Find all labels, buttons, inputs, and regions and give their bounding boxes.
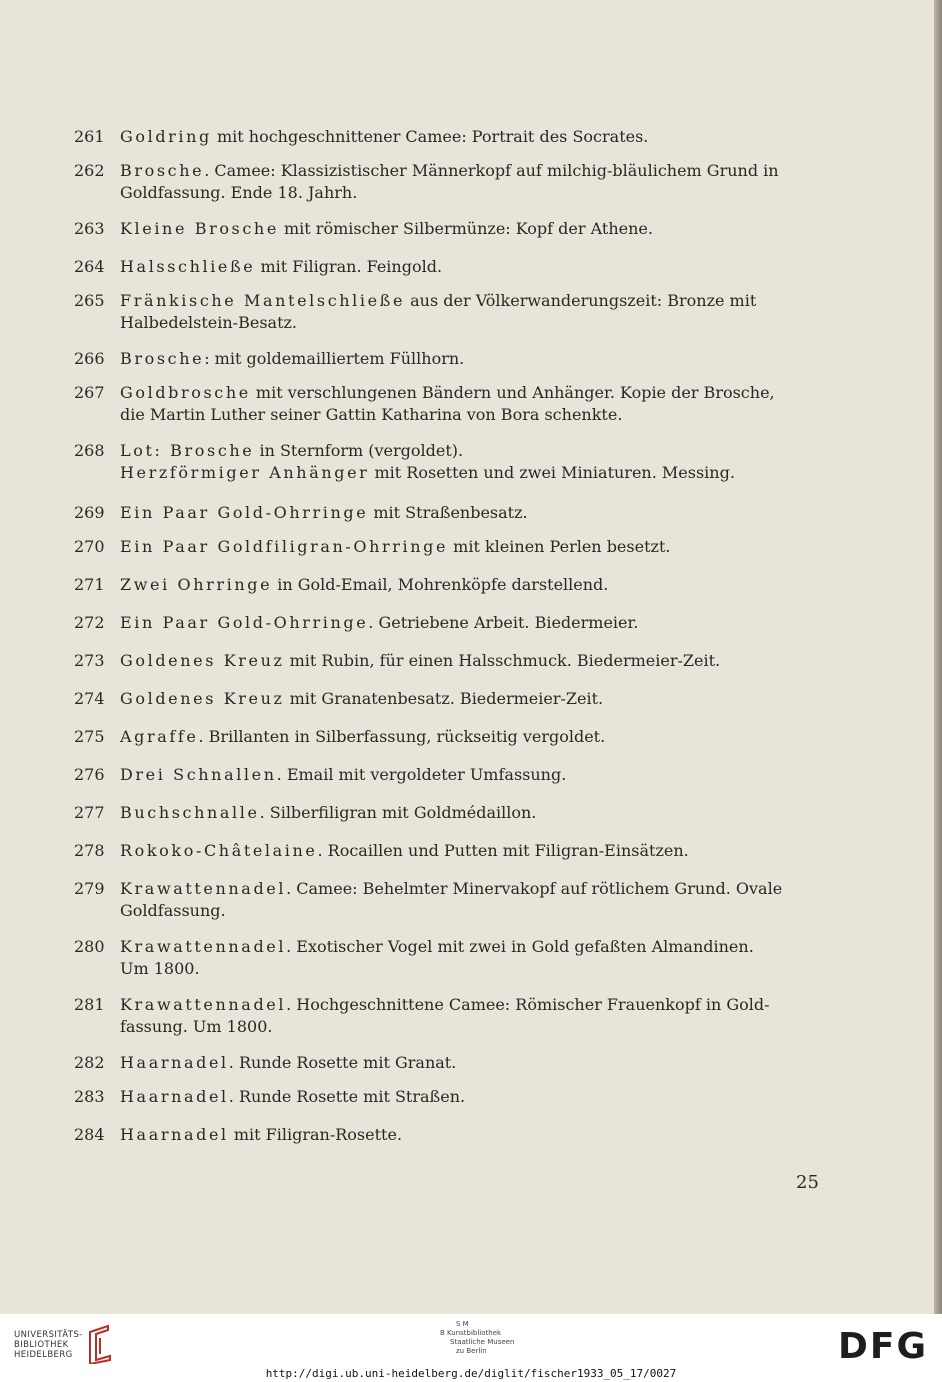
item-name: Goldenes Kreuz — [120, 651, 285, 670]
catalog-entry — [74, 440, 864, 484]
item-description: . Brillanten in Silberfassung, rückseitig vergoldet. — [198, 727, 606, 746]
item-description: Goldfassung. Ende 18. Jahrh. — [120, 183, 358, 202]
entry-line — [120, 688, 864, 710]
item-description: mit hochgeschnittener Camee: Portrait des Socrates. — [211, 127, 649, 146]
item-name: Krawattennadel — [120, 995, 287, 1014]
catalog-entry — [74, 936, 864, 980]
item-name: Goldbrosche — [120, 383, 251, 402]
item-description: . Silberfiligran mit Goldmédaillon. — [259, 803, 537, 822]
catalog-entry — [74, 382, 864, 426]
catalog-entry — [74, 1086, 864, 1108]
entry-line — [120, 218, 864, 240]
item-name: Brosche — [120, 349, 205, 368]
catalog-entry — [74, 348, 864, 370]
entry-line — [120, 840, 864, 862]
entry-line — [120, 126, 864, 148]
item-description: . Runde Rosette mit Straßen. — [228, 1087, 466, 1106]
university-line: HEIDELBERG — [14, 1350, 73, 1360]
entry-line — [120, 574, 864, 596]
stamp-line: B Kunstbibliothek — [440, 1329, 502, 1337]
stamp-line: zu Berlin — [456, 1347, 487, 1355]
entry-line — [120, 726, 864, 748]
lot-number: 264 — [74, 257, 105, 276]
entry-line — [120, 764, 864, 786]
entry-line — [120, 650, 864, 672]
item-description: Goldfassung. — [120, 901, 226, 920]
lot-number: 276 — [74, 765, 105, 784]
lot-number: 269 — [74, 503, 105, 522]
item-name: Zwei Ohrringe — [120, 575, 273, 594]
lot-number: 274 — [74, 689, 105, 708]
item-description: mit Rosetten und zwei Miniaturen. Messing. — [369, 463, 735, 482]
entry-line — [120, 348, 864, 370]
item-name: Krawattennadel — [120, 937, 287, 956]
lot-number: 271 — [74, 575, 105, 594]
item-description: . Exotischer Vogel mit zwei in Gold gefaßten Almandinen. — [286, 937, 754, 956]
item-description: in Sternform (vergoldet). — [254, 441, 464, 460]
entry-line — [120, 290, 864, 312]
item-description: mit verschlungenen Bändern und Anhänger. Kopie der Brosche, — [250, 383, 775, 402]
entry-line — [120, 802, 864, 824]
catalog-entry — [74, 612, 864, 634]
lot-number: 279 — [74, 879, 105, 898]
lot-number: 266 — [74, 349, 105, 368]
item-description: : mit goldemailliertem Füllhorn. — [204, 349, 465, 368]
lot-number: 270 — [74, 537, 105, 556]
item-name: Drei Schnallen — [120, 765, 277, 784]
entry-line — [120, 536, 864, 558]
item-description: in Gold-Email, Mohrenköpfe darstellend. — [272, 575, 609, 594]
item-name: Ein Paar Gold-Ohrringe — [120, 613, 369, 632]
lot-number: 262 — [74, 161, 105, 180]
catalog-entry — [74, 726, 864, 748]
entry-line — [120, 502, 864, 524]
item-name: Rokoko-Châtelaine — [120, 841, 318, 860]
lot-number: 280 — [74, 937, 105, 956]
entry-line — [120, 878, 864, 900]
item-description: mit Filigran. Feingold. — [255, 257, 443, 276]
page-edge — [934, 0, 942, 1314]
item-description: . Camee: Behelmter Minervakopf auf rötlichem Grund. Ovale — [286, 879, 783, 898]
catalog-entry — [74, 574, 864, 596]
item-description: aus der Völkerwanderungszeit: Bronze mit — [405, 291, 757, 310]
lot-number: 272 — [74, 613, 105, 632]
item-name: Haarnadel — [120, 1053, 229, 1072]
catalog-entry — [74, 688, 864, 710]
catalog-entry — [74, 256, 864, 278]
catalog-entry — [74, 126, 864, 148]
stamp-line: Staatliche Museen — [450, 1338, 515, 1346]
lot-number: 268 — [74, 441, 105, 460]
entry-line — [120, 1124, 864, 1146]
catalog-entry — [74, 840, 864, 862]
entry-line — [120, 1016, 864, 1038]
entry-line — [120, 160, 864, 182]
item-description: . Hochgeschnittene Camee: Römischer Frauenkopf in Gold- — [286, 995, 770, 1014]
item-description: . Runde Rosette mit Granat. — [228, 1053, 457, 1072]
catalog-entry — [74, 1052, 864, 1074]
item-description: mit Granatenbesatz. Biedermeier-Zeit. — [284, 689, 604, 708]
item-name: Goldring — [120, 127, 212, 146]
entry-line — [120, 382, 864, 404]
item-name: Haarnadel — [120, 1125, 229, 1144]
lot-number: 273 — [74, 651, 105, 670]
entry-line — [120, 900, 864, 922]
item-name: Brosche — [120, 161, 205, 180]
item-name: Agraffe — [120, 727, 199, 746]
item-name: Fränkische Mantelschließe — [120, 291, 406, 310]
heidelberg-logo-icon — [86, 1324, 114, 1364]
dfg-logo: DFG — [837, 1326, 928, 1367]
item-name: Krawattennadel — [120, 879, 287, 898]
entry-line — [120, 256, 864, 278]
entry-line — [120, 182, 864, 204]
item-name: Ein Paar Goldfiligran-Ohrringe — [120, 537, 449, 556]
library-stamp — [440, 1320, 550, 1356]
item-description: . Rocaillen und Putten mit Filigran-Einsätzen. — [317, 841, 689, 860]
lot-number: 275 — [74, 727, 105, 746]
catalog-entry — [74, 1124, 864, 1146]
entry-line — [120, 440, 864, 462]
catalog-entry — [74, 764, 864, 786]
item-name: Herzförmiger Anhänger — [120, 463, 370, 482]
catalog-entry — [74, 502, 864, 524]
entry-line — [120, 1086, 864, 1108]
lot-number: 281 — [74, 995, 105, 1014]
item-name: Halsschließe — [120, 257, 256, 276]
entry-line — [120, 404, 864, 426]
entry-line — [120, 936, 864, 958]
item-name: Goldenes Kreuz — [120, 689, 285, 708]
item-name: Ein Paar Gold-Ohrringe — [120, 503, 369, 522]
catalog-entry — [74, 160, 864, 204]
lot-number: 282 — [74, 1053, 105, 1072]
page-number: 25 — [796, 1172, 819, 1193]
lot-number: 278 — [74, 841, 105, 860]
item-name: Buchschnalle — [120, 803, 260, 822]
entry-line — [120, 994, 864, 1016]
lot-number: 267 — [74, 383, 105, 402]
catalog-entry — [74, 994, 864, 1038]
entry-line — [120, 958, 864, 980]
digitization-footer — [0, 1314, 942, 1382]
item-name: Haarnadel — [120, 1087, 229, 1106]
lot-number: 265 — [74, 291, 105, 310]
item-description: . Camee: Klassizistischer Männerkopf auf milchig-bläulichem Grund in — [204, 161, 779, 180]
catalog-entry — [74, 290, 864, 334]
entry-line — [120, 612, 864, 634]
item-description: mit Rubin, für einen Halsschmuck. Biedermeier-Zeit. — [284, 651, 721, 670]
university-library-name — [14, 1330, 83, 1360]
item-description: mit römischer Silbermünze: Kopf der Athene. — [278, 219, 653, 238]
catalog-entry — [74, 650, 864, 672]
item-description: die Martin Luther seiner Gattin Katharina von Bora schenkte. — [120, 405, 623, 424]
lot-number: 263 — [74, 219, 105, 238]
item-description: . Email mit vergoldeter Umfassung. — [276, 765, 567, 784]
lot-number: 284 — [74, 1125, 105, 1144]
university-line: UNIVERSITÄTS- — [14, 1330, 83, 1340]
catalog-entry — [74, 802, 864, 824]
entry-line — [120, 462, 864, 484]
stamp-line: S M — [456, 1320, 469, 1328]
catalog-entry — [74, 536, 864, 558]
item-description: Halbedelstein-Besatz. — [120, 313, 298, 332]
lot-number: 277 — [74, 803, 105, 822]
item-description: Um 1800. — [120, 959, 200, 978]
lot-number: 283 — [74, 1087, 105, 1106]
item-name: Kleine Brosche — [120, 219, 279, 238]
item-description: mit Straßenbesatz. — [368, 503, 528, 522]
item-name: Lot: Brosche — [120, 441, 255, 460]
item-description: mit kleinen Perlen besetzt. — [448, 537, 671, 556]
lot-number: 261 — [74, 127, 105, 146]
catalog-entry — [74, 218, 864, 240]
entry-line — [120, 1052, 864, 1074]
university-line: BIBLIOTHEK — [14, 1340, 69, 1350]
entry-line — [120, 312, 864, 334]
source-url[interactable]: http://digi.ub.uni-heidelberg.de/diglit/fischer1933_05_17/0027 — [265, 1367, 677, 1380]
item-description: mit Filigran-Rosette. — [228, 1125, 403, 1144]
catalog-entry — [74, 878, 864, 922]
item-description: fassung. Um 1800. — [120, 1017, 273, 1036]
item-description: . Getriebene Arbeit. Biedermeier. — [368, 613, 639, 632]
